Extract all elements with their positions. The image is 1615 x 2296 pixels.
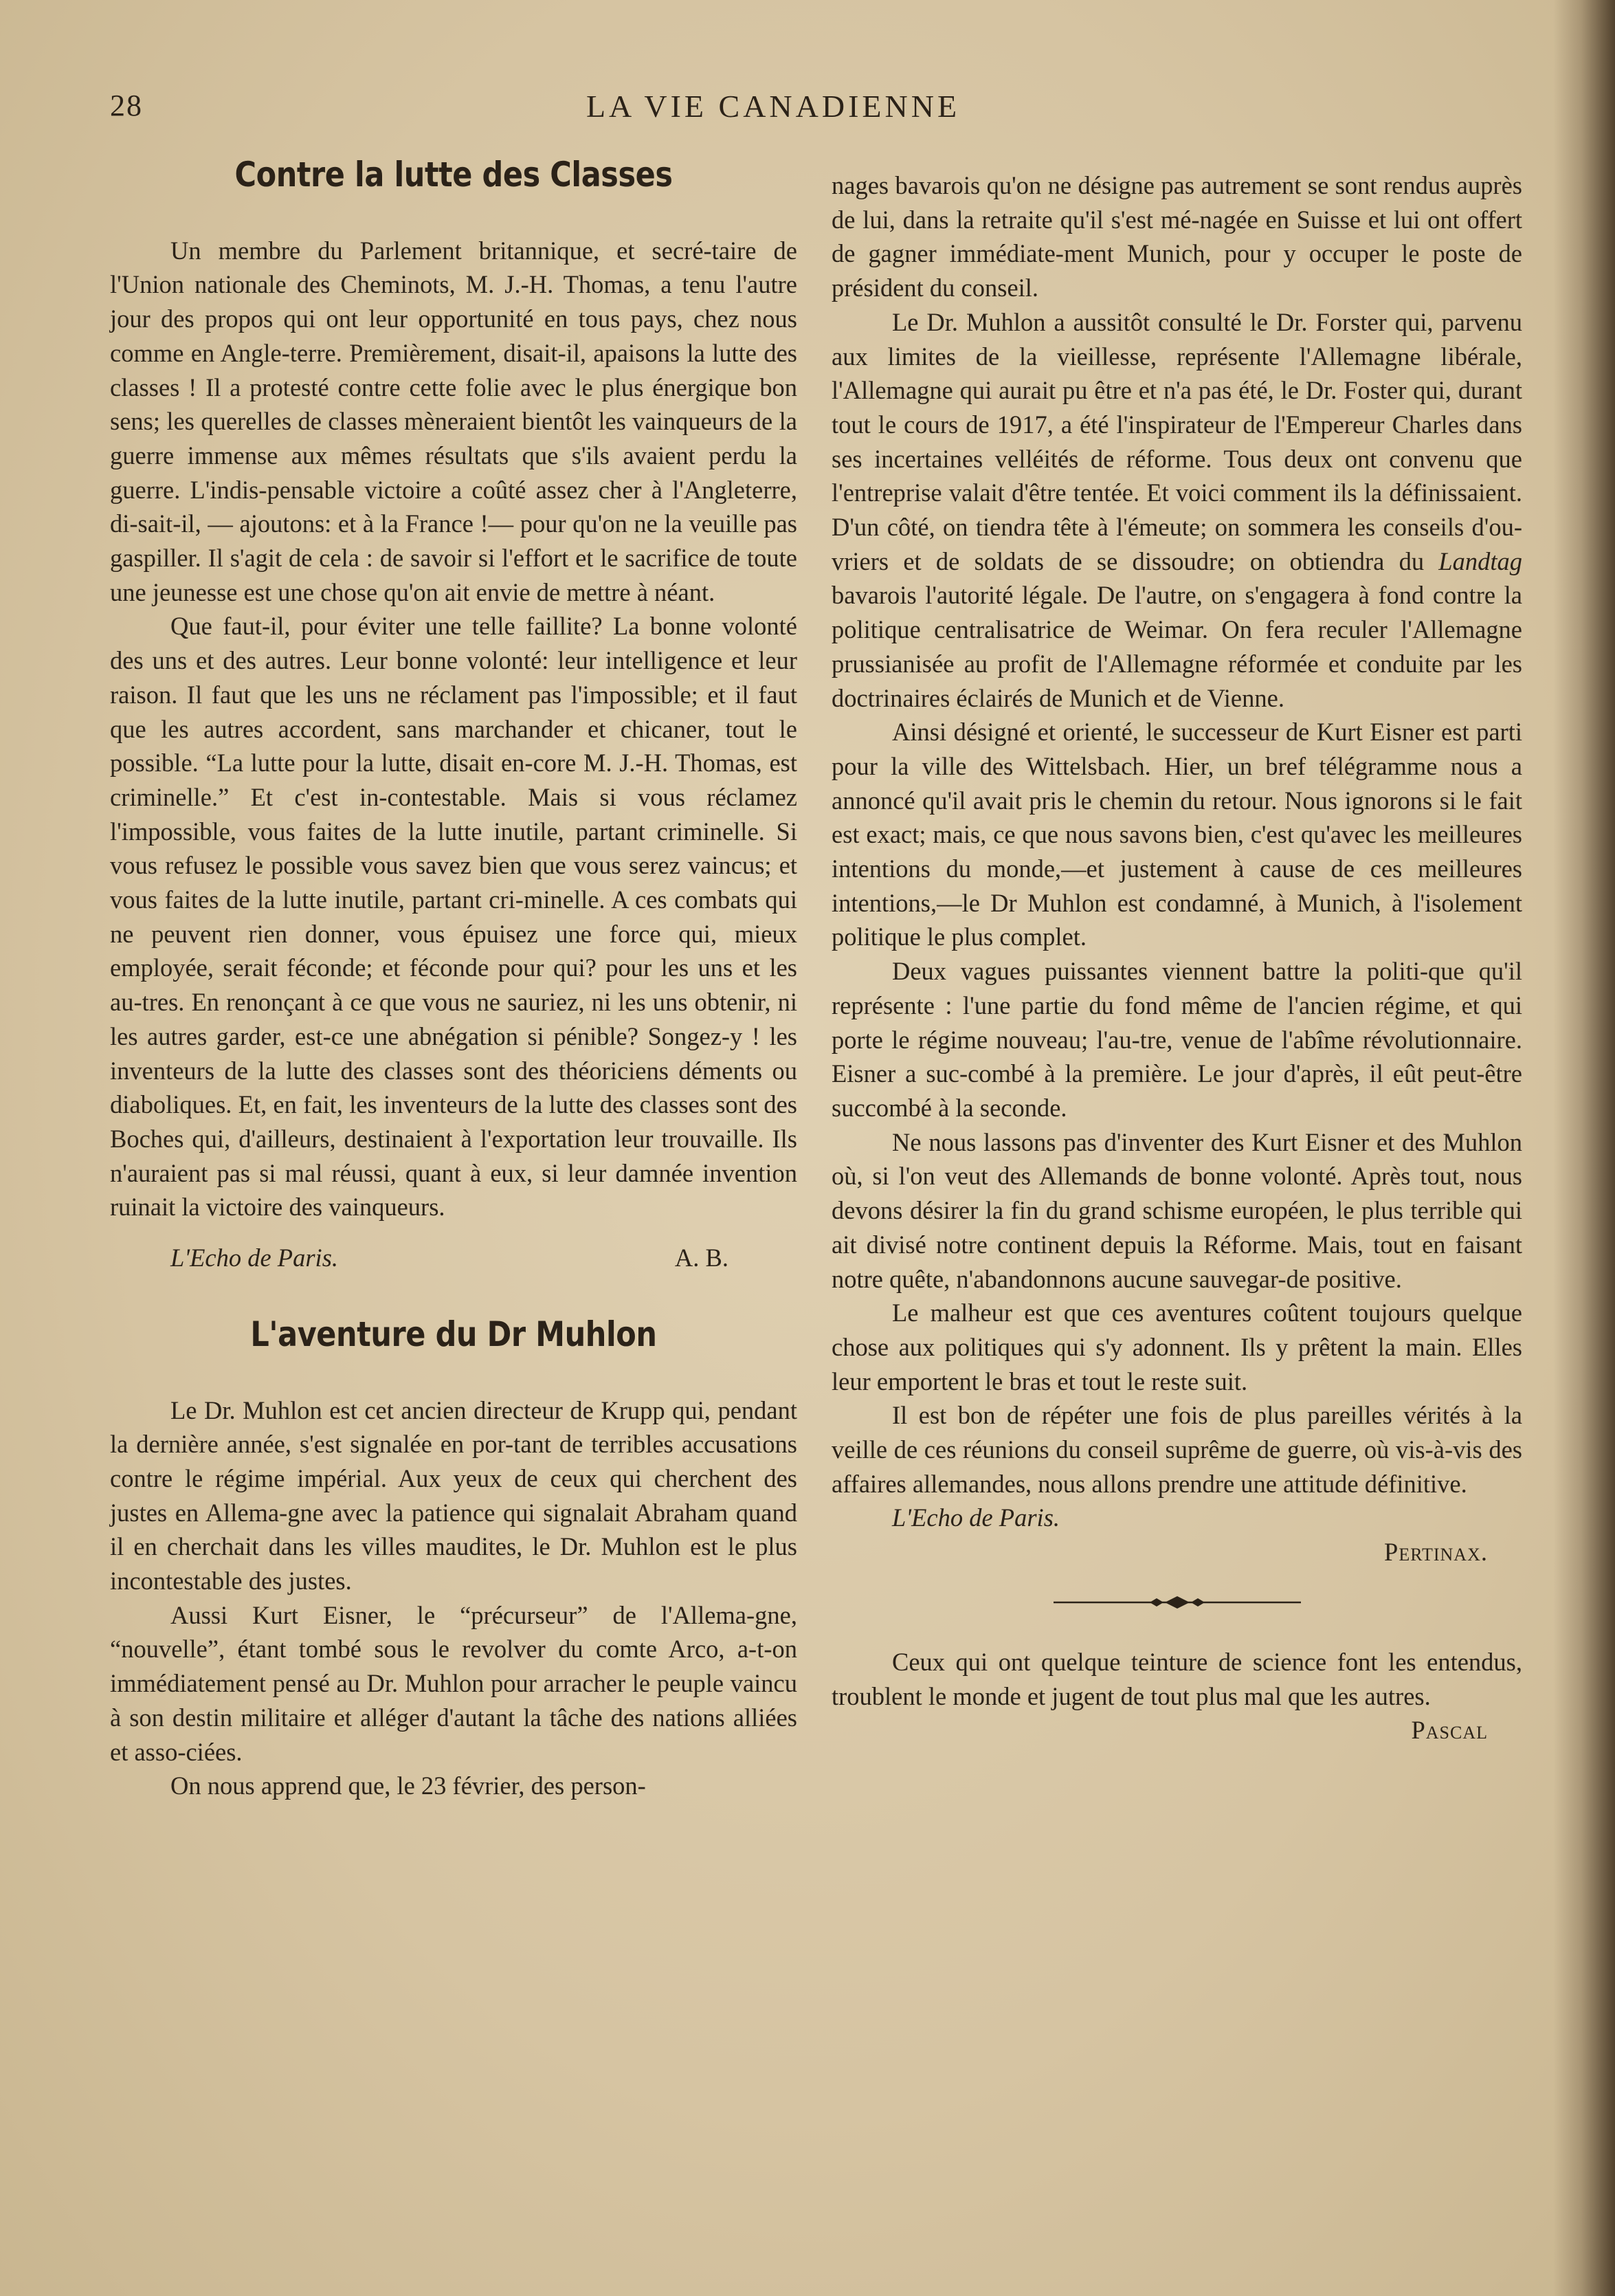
article-paragraph: Que faut-il, pour éviter une telle faillite? La bonne volonté des uns et des autres. Leur bonne volonté: leur intelligence et leur raison. Il faut que les uns ne réclament pas l'impossible; et il faut que les autres accordent, sans marchander et chicaner, tout le possible. “La lutte pour la lutte, disait en-core M. J.-H. Thomas, est criminelle.” Et c'est in-contestable. Mais si vous réclamez l'impossible, vous faites de la lutte inutile, partant criminelle. Si vous refusez le possible vous savez bien que vous serez vaincus; et vous faites de la lutte inutile, partant cri-minelle. A ces combats qui ne peuvent rien donner, vous épuisez une force qui, mieux employée, serait féconde; et féconde pour qui? pour les uns et les au-tres. En renonçant à ce que vous ne sauriez, ni les uns obtenir, ni les autres garder, est-ce une abnégation si pénible? Songez-y ! les inventeurs de la lutte des classes sont des théoriciens déments ou diaboliques. Et, en fait, les inventeurs de la lutte des classes sont des Boches qui, d'ailleurs, destinaient à l'exportation leur trouvaille. Ils n'auraient pas si mal réussi, quant à eux, si leur damnée invention ruinait la victoire des vainqueurs. [110, 612, 797, 1222]
article-paragraph: Deux vagues puissantes viennent battre la politi-que qu'il représente : l'une partie du fond même de l'ancien régime, et qui porte le régime nouveau; l'au-tre, venue de l'abîme révolutionnaire. Eisner a suc-combé à la première. Le jour d'après, il eût peut-être succombé à la seconde. [832, 957, 1522, 1122]
article-paragraph: Le malheur est que ces aventures coûtent toujours quelque chose aux politiques qui s'y adonnent. Ils y prêtent la main. Elles leur emportent le bras et tout le reste suit. [832, 1299, 1522, 1395]
paragraph-text: Le Dr. Muhlon a aussitôt consulté le Dr. Forster qui, parvenu aux limites de la vieillesse, représente l'Allemagne libérale, l'Allemagne qui aurait pu être et n'a pas été, le Dr. Foster qui, durant tout le cours de 1917, a été l'inspirateur de l'Empereur Charles dans ses incertaines velléités de réforme. Tous deux ont convenu que l'entreprise valait d'être tentée. Et voici comment ils la définissaient. D'un côté, on tiendra tête à l'émeute; on sommera les conseils d'ou-vriers et de soldats de se dissoudre; on obtiendra du [832, 307, 1522, 575]
article-author: A. B. [674, 1244, 728, 1272]
journal-title: LA VIE CANADIENNE [586, 89, 961, 124]
article-paragraph: Le Dr. Muhlon est cet ancien directeur de Krupp qui, pendant la dernière année, s'est signalée en por-tant de terribles accusations contre le régime impérial. Aux yeux de ceux qui cherchent des justes en Allema-gne avec la patience qui signalait Abraham quand il en cherchait dans les villes maudites, le Dr. Muhlon est le plus incontestable des justes. [110, 1395, 797, 1596]
landtag-word: Landtag [1438, 547, 1522, 575]
right-column [832, 168, 1522, 1747]
article-paragraph: Ne nous lassons pas d'inventer des Kurt Eisner et des Muhlon où, si l'on veut des Allemands de bonne volonté. Après tout, nous devons désirer la fin du grand schisme européen, le plus terrible qui ait divisé notre continent depuis la Réforme. Mais, tout en faisant notre quête, n'abandonnons aucune sauvegar-de positive. [832, 1127, 1522, 1293]
article-paragraph: Un membre du Parlement britannique, et secré-taire de l'Union nationale des Cheminots, M. J.-H. Thomas, a tenu l'autre jour des propos qui ont leur opportunité en tous pays, chez nous comme en Angle-terre. Premièrement, disait-il, apaisons la lutte des classes ! Il a protesté contre cette folie avec le plus énergique bon sens; les querelles de classes mèneraient bientôt les vainqueurs de la guerre immense aux mêmes résultats que s'ils avaient perdu la guerre. L'indis-pensable victoire a coûté assez cher à l'Angleterre, di-sait-il, — ajoutons: et à la France !— pour qu'on ne la veuille pas gaspiller. Il s'agit de cela : de savoir si l'effort et le sacrifice de toute une jeunesse est une chose qu'on ait envie de mettre à néant. [110, 236, 797, 606]
article-paragraph-continuation: nages bavarois qu'on ne désigne pas autrement se sont rendus auprès de lui, dans la retraite qu'il s'est mé-nagée en Suisse et lui ont offert de gagner immédiate-ment Munich, pour y occuper le poste de président du conseil. [832, 171, 1522, 302]
article-source: L'Echo de Paris. [170, 1244, 339, 1272]
article-title-classes: Contre la lutte des Classes [234, 155, 673, 195]
article-paragraph [832, 305, 1522, 715]
left-column [110, 155, 797, 1803]
article-title-muhlon: L'aventure du Dr Muhlon [250, 1314, 657, 1354]
page-edge-shadow [1553, 0, 1615, 2296]
ornament-divider-icon [1054, 1594, 1301, 1611]
quote-text: Ceux qui ont quelque teinture de science font les entendus, troublent le monde et jugent de tout plus mal que les autres. [832, 1647, 1522, 1710]
article-paragraph: Ainsi désigné et orienté, le successeur de Kurt Eisner est parti pour la ville des Wittelsbach. Hier, un bref télégramme nous a annoncé qu'il avait pris le chemin du retour. Nous ignorons si le fait est exact; mais, ce que nous savons bien, c'est qu'avec les meilleures intentions du monde,—et justement à cause de ces meilleures intentions,—le Dr Muhlon est condamné, à Munich, à l'isolement politique le plus complet. [832, 718, 1522, 951]
article-signoff [110, 1241, 797, 1275]
article-author: Pertinax. [1384, 1538, 1488, 1567]
page-header [110, 88, 1436, 129]
quote-author: Pascal [1411, 1716, 1488, 1745]
article-source: L'Echo de Paris. [892, 1503, 1060, 1532]
article-paragraph: Aussi Kurt Eisner, le “précurseur” de l'Allema-gne, “nouvelle”, étant tombé sous le revolver du comte Arco, a-t-on immédiatement pensé au Dr. Muhlon pour arracher le peuple vaincu à son destin militaire et alléger d'autant la tâche des nations alliées et asso-ciées. [110, 1600, 797, 1766]
page-number: 28 [110, 89, 143, 122]
paragraph-text: bavarois l'autorité légale. De l'autre, on s'engagera à fond contre la politique centralisatrice de Weimar. On fera reculer l'Allemagne prussianisée au profit de l'Allemagne réformée et conduite par les doctrinaires éclairés de Munich et de Vienne. [832, 581, 1522, 712]
article-paragraph: On nous apprend que, le 23 février, des person- [170, 1771, 646, 1800]
article-paragraph: Il est bon de répéter une fois de plus pareilles vérités à la veille de ces réunions du conseil suprême de guerre, où vis-à-vis des affaires allemandes, nous allons prendre une attitude définitive. [832, 1401, 1522, 1498]
